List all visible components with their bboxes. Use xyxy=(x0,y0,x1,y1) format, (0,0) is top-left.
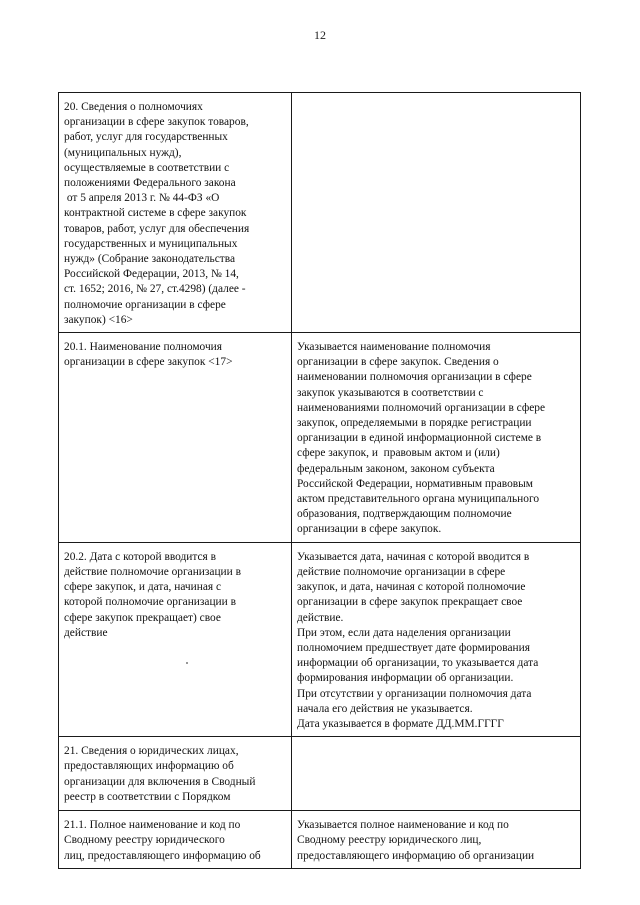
cell-line: 21.1. Полное наименование и код по xyxy=(64,819,241,832)
cell-line: закупок указываются в соответствии с xyxy=(297,386,484,399)
cell-line: Указывается дата, начиная с которой вводится в xyxy=(297,550,530,563)
table-row xyxy=(59,333,581,543)
description-cell-empty xyxy=(292,737,581,811)
cell-line: наименованиями полномочий организации в сфере xyxy=(297,401,546,414)
cell-line: лиц, предоставляющего информацию об xyxy=(64,849,261,862)
cell-line: федеральным законом, законом субъекта xyxy=(297,462,495,475)
cell-line: организации в сфере закупок товаров, xyxy=(64,116,249,129)
cell-line: реестр в соответствии с Порядком xyxy=(64,790,231,803)
cell-line: нужд» (Собрание законодательства xyxy=(64,253,236,266)
cell-line: актом представительного органа муниципального xyxy=(297,493,540,506)
cell-line: товаров, работ, услуг для обеспечения xyxy=(64,222,250,235)
cell-line: 20.2. Дата с которой вводится в xyxy=(64,550,217,563)
field-name-cell xyxy=(59,93,292,333)
cell-line: 21. Сведения о юридических лицах, xyxy=(64,745,239,758)
cell-line: контрактной системе в сфере закупок xyxy=(64,207,247,220)
cell-line: которой полномочие организации в xyxy=(64,596,236,609)
cell-line: начала его действия не указывается. xyxy=(297,702,473,715)
cell-line: организации в сфере закупок. xyxy=(297,523,442,536)
cell-line: организации в сфере закупок. Сведения о xyxy=(297,356,499,369)
cell-line: Дата указывается в формате ДД.ММ.ГГГГ xyxy=(297,717,504,730)
cell-line: При отсутствии у организации полномочия дата xyxy=(297,687,532,700)
cell-line: образования, подтверждающим полномочие xyxy=(297,508,512,521)
cell-line: предоставляющих информацию об xyxy=(64,760,234,773)
table-row xyxy=(59,737,581,811)
cell-line: сфере закупок, и правовым актом и (или) xyxy=(297,447,500,460)
cell-line: организации для включения в Сводный xyxy=(64,775,256,788)
cell-line: Сводному реестру юридического лиц, xyxy=(297,834,482,847)
scan-speck xyxy=(186,662,188,664)
cell-line: закупок, определяемыми в порядке регистрации xyxy=(297,417,532,430)
cell-line: действие полномочие организации в xyxy=(64,565,241,578)
cell-line: осуществляемые в соответствии с xyxy=(64,161,230,174)
cell-line: Российской Федерации, нормативным правовым xyxy=(297,477,534,490)
table-row xyxy=(59,93,581,333)
cell-line: сфере закупок, и дата, начиная с xyxy=(64,581,222,594)
requirements-table xyxy=(58,92,581,869)
cell-line: действие. xyxy=(297,611,344,624)
cell-line: организации в сфере закупок <17> xyxy=(64,356,233,369)
cell-line: работ, услуг для государственных xyxy=(64,131,228,144)
table-row xyxy=(59,811,581,869)
cell-line: информации об организации, то указывается дата xyxy=(297,657,539,670)
cell-line: При этом, если дата наделения организации xyxy=(297,626,511,639)
cell-line: Российской Федерации, 2013, № 14, xyxy=(64,268,239,281)
table-row xyxy=(59,542,581,736)
cell-line: действие xyxy=(64,626,108,639)
cell-line: формирования информации об организации. xyxy=(297,672,514,685)
cell-line: положениями Федерального закона xyxy=(64,177,236,190)
cell-line: 20. Сведения о полномочиях xyxy=(64,101,203,113)
description-cell xyxy=(292,811,581,869)
cell-line: закупок) <16> xyxy=(64,313,133,326)
cell-line: полномочием предшествует дате формирования xyxy=(297,641,530,654)
cell-line: предоставляющего информацию об организации xyxy=(297,849,535,862)
cell-line: действие полномочие организации в сфере xyxy=(297,565,506,578)
cell-line: организации в сфере закупок прекращает свое xyxy=(297,596,523,609)
cell-line: полномочие организации в сфере xyxy=(64,298,226,311)
cell-line: сфере закупок прекращает) свое xyxy=(64,611,221,624)
cell-line: закупок, и дата, начиная с которой полномочие xyxy=(297,581,526,594)
cell-line: Указывается полное наименование и код по xyxy=(297,819,509,832)
page-number: 12 xyxy=(314,28,326,42)
field-name-cell xyxy=(59,737,292,811)
field-name-cell xyxy=(59,542,292,736)
cell-line: Указывается наименование полномочия xyxy=(297,341,491,354)
cell-line: (муниципальных нужд), xyxy=(64,146,182,159)
cell-line: ст. 1652; 2016, № 27, ст.4298) (далее - xyxy=(64,283,246,296)
description-cell-empty xyxy=(292,93,581,333)
cell-line: наименовании полномочия организации в сфере xyxy=(297,371,532,384)
description-cell xyxy=(292,542,581,736)
description-cell xyxy=(292,333,581,543)
cell-line: 20.1. Наименование полномочия xyxy=(64,341,223,354)
field-name-cell xyxy=(59,333,292,543)
field-name-cell xyxy=(59,811,292,869)
cell-line: Сводному реестру юридического xyxy=(64,834,225,847)
cell-line: от 5 апреля 2013 г. № 44-ФЗ «О xyxy=(64,192,220,205)
cell-line: государственных и муниципальных xyxy=(64,237,238,250)
cell-line: организации в единой информационной системе в xyxy=(297,432,542,445)
